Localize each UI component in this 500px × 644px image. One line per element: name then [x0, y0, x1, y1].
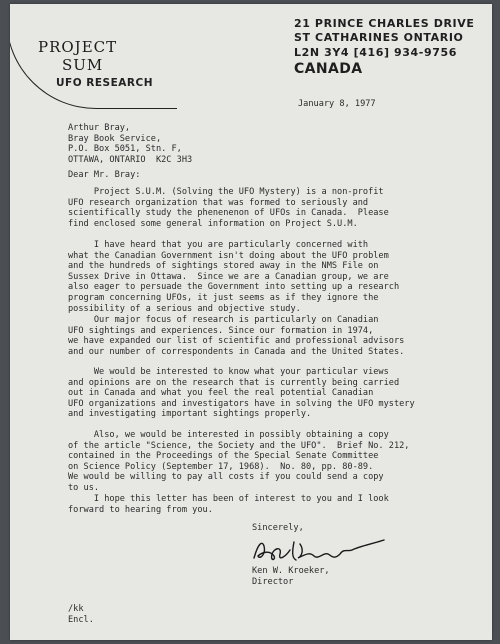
enclosure-note: Encl. — [68, 615, 94, 625]
handwritten-signature — [248, 534, 388, 566]
letter-page — [10, 4, 492, 640]
address-postal-phone: L2N 3Y4 [416] 934-9756 — [294, 46, 457, 59]
body-paragraph: Our major focus of research is particularly on Canadian UFO sightings and experiences. Since our formation in 1974, we have expanded our list of scientific and professional advisors and our number of correspondents in Canada and the United States. — [68, 315, 405, 357]
recipient-address: Arthur Bray, Bray Book Service, P.O. Box 5051, Stn. F, OTTAWA, ONTARIO K2C 3H3 — [68, 123, 193, 165]
letter-date: January 8, 1977 — [298, 99, 376, 109]
address-country: CANADA — [294, 61, 363, 77]
body-paragraph: Project S.U.M. (Solving the UFO Mystery) is a non-profit UFO research organization that was formed to seriously and scientifically study the phenenenon of UFOs in Canada. Please find enclosed some general information on Project S.U.M. — [68, 187, 389, 229]
closing: Sincerely, — [252, 523, 304, 533]
logo-subtitle: UFO RESEARCH — [56, 77, 153, 89]
body-paragraph: I have heard that you are particularly concerned with what the Canadian Government isn't doing about the UFO problem and the hundreds of sightings stored away in the NMS File on Sussex Drive in Ottawa. Since we are a Canadian group, we are also eager to persuade the Government into setting up a research program concerning UFOs, it just seems as if they ignore the possibility of a serious and objective study. — [68, 240, 400, 314]
body-paragraph: We would be interested to know what your particular views and opinions are on the research that is currently being carried out in Canada and what you feel the real potential Canadian UFO organizations and investigators have in solving the UFO mystery and investigating important sightings properly. — [68, 367, 415, 420]
signer-title: Director — [252, 577, 294, 587]
logo-project: PROJECT — [38, 38, 118, 56]
body-paragraph: Also, we would be interested in possibly obtaining a copy of the article "Science, the Society and the UFO". Brief No. 212, contained in the Proceedings of the Special Senate Committee on Science Policy (September 17, 1968). No. 80, pp. 80-89. We would be willing to pay all costs if you could send a copy to us. — [68, 430, 410, 493]
typist-initials: /kk — [68, 604, 84, 614]
logo-sum: SUM — [62, 56, 104, 74]
salutation: Dear Mr. Bray: — [68, 170, 141, 180]
signer-name: Ken W. Kroeker, — [252, 566, 330, 576]
body-paragraph: I hope this letter has been of interest to you and I look forward to hearing from you. — [68, 494, 389, 515]
address-city: ST CATHARINES ONTARIO — [294, 31, 464, 44]
address-street: 21 PRINCE CHARLES DRIVE — [294, 17, 475, 30]
